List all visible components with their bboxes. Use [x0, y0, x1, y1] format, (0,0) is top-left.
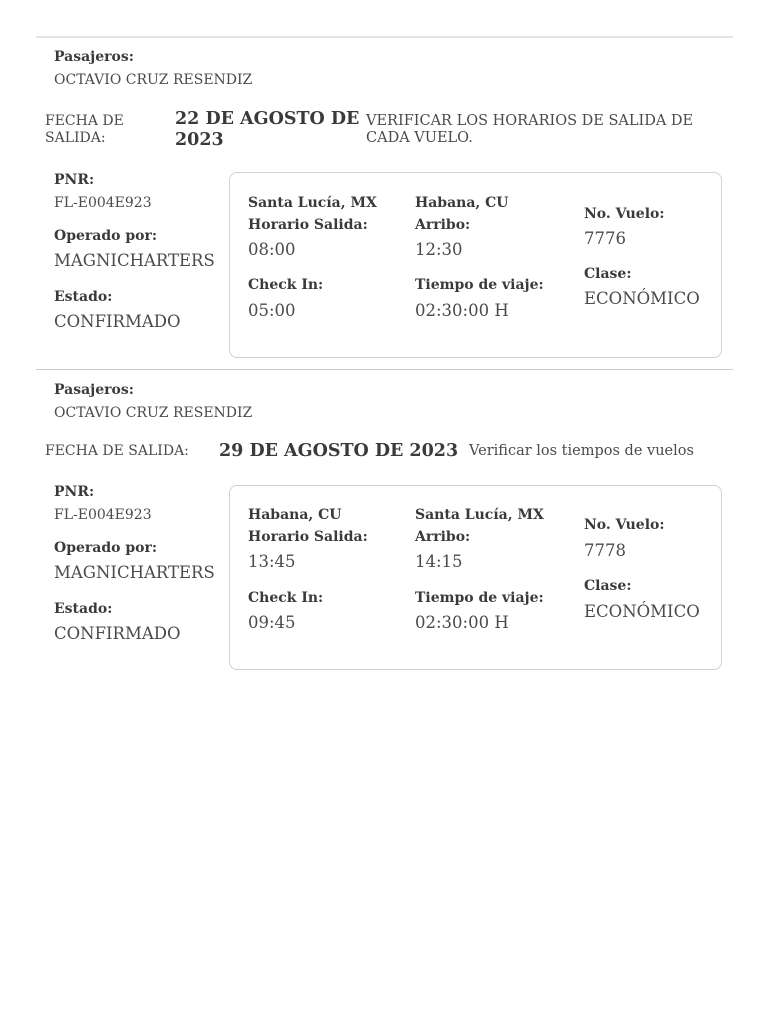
- status-value: CONFIRMADO: [54, 624, 181, 643]
- horario-salida-label: Horario Salida:: [248, 217, 368, 233]
- departure-time: 08:00: [248, 240, 296, 259]
- operator-name: MAGNICHARTERS: [54, 251, 215, 270]
- arribo-label: Arribo:: [415, 529, 471, 545]
- origin-city: Habana, CU: [248, 507, 342, 523]
- vuelo-label: No. Vuelo:: [584, 206, 665, 222]
- flight-number: 7776: [584, 229, 626, 248]
- checkin-label: Check In:: [248, 590, 324, 606]
- departure-date: 29 DE AGOSTO DE 2023: [219, 441, 459, 461]
- travel-time: 02:30:00 H: [415, 301, 509, 320]
- operator-name: MAGNICHARTERS: [54, 563, 215, 582]
- fare-class: ECONÓMICO: [584, 602, 700, 621]
- fare-class: ECONÓMICO: [584, 289, 700, 308]
- arrival-time: 14:15: [415, 552, 463, 571]
- vuelo-label: No. Vuelo:: [584, 517, 665, 533]
- clase-label: Clase:: [584, 578, 632, 594]
- passenger-name: OCTAVIO CRUZ RESENDIZ: [54, 72, 253, 88]
- departure-date-label: FECHA DE SALIDA:: [45, 113, 124, 146]
- pasajeros-label: Pasajeros:: [54, 382, 134, 398]
- top-divider: [36, 36, 733, 38]
- tiempo-viaje-label: Tiempo de viaje:: [415, 277, 544, 293]
- flight-number: 7778: [584, 541, 626, 560]
- origin-city: Santa Lucía, MX: [248, 195, 377, 211]
- clase-label: Clase:: [584, 266, 632, 282]
- pnr-label: PNR:: [54, 172, 95, 188]
- pnr-code: FL-E004E923: [54, 195, 152, 211]
- checkin-label: Check In:: [248, 277, 324, 293]
- status-value: CONFIRMADO: [54, 312, 181, 331]
- checkin-time: 09:45: [248, 613, 296, 632]
- destination-city: Habana, CU: [415, 195, 509, 211]
- travel-time: 02:30:00 H: [415, 613, 509, 632]
- passenger-name: OCTAVIO CRUZ RESENDIZ: [54, 405, 253, 421]
- tiempo-viaje-label: Tiempo de viaje:: [415, 590, 544, 606]
- operado-label: Operado por:: [54, 540, 158, 556]
- estado-label: Estado:: [54, 289, 113, 305]
- departure-time: 13:45: [248, 552, 296, 571]
- pasajeros-label: Pasajeros:: [54, 49, 134, 65]
- operado-label: Operado por:: [54, 228, 158, 244]
- departure-note: VERIFICAR LOS HORARIOS DE SALIDA DE CADA VUELO.: [366, 113, 694, 146]
- departure-date-label: FECHA DE SALIDA:: [45, 443, 189, 459]
- arrival-time: 12:30: [415, 240, 463, 259]
- horario-salida-label: Horario Salida:: [248, 529, 368, 545]
- arribo-label: Arribo:: [415, 217, 471, 233]
- checkin-time: 05:00: [248, 301, 296, 320]
- section-divider: [36, 369, 733, 370]
- departure-date: 22 DE AGOSTO DE 2023: [175, 109, 360, 150]
- departure-note: Verificar los tiempos de vuelos: [469, 443, 694, 459]
- estado-label: Estado:: [54, 601, 113, 617]
- destination-city: Santa Lucía, MX: [415, 507, 544, 523]
- pnr-code: FL-E004E923: [54, 507, 152, 523]
- pnr-label: PNR:: [54, 484, 95, 500]
